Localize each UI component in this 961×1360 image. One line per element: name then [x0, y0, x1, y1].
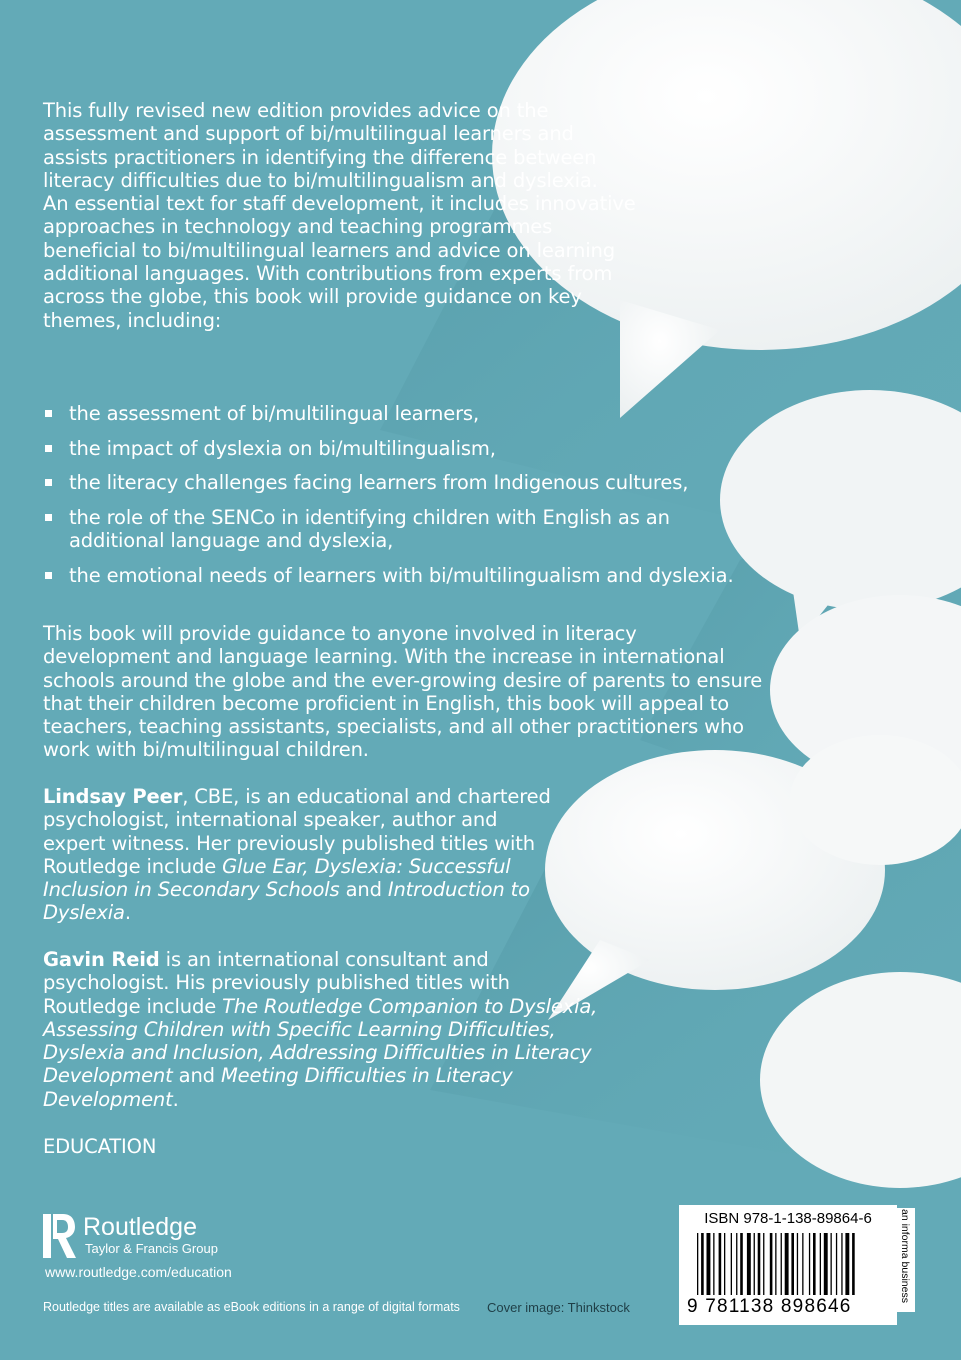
bullet-icon	[45, 410, 52, 417]
barcode-bar	[797, 1233, 798, 1295]
closing-paragraph: This book will provide guidance to anyone involved in literacy development and language learning. With the increase in international schools around the globe and the ever-growing desire of parents to ensure that their children become proficient in English, this book will appeal to teachers, teaching assistants, specialists, and all other practitioners who work with bi/multilingual children.	[43, 622, 763, 762]
book-title: Meeting Difficulties in Literacy Development	[43, 1064, 513, 1111]
intro-text	[43, 99, 643, 332]
barcode-bar	[758, 1233, 761, 1295]
barcode-bar	[736, 1233, 737, 1295]
barcode-bar	[724, 1233, 725, 1295]
barcode-bar	[754, 1233, 755, 1295]
publisher-name: Routledge	[83, 1213, 197, 1241]
barcode-bar	[713, 1233, 714, 1295]
bullet-icon	[45, 514, 52, 521]
barcode-bar	[719, 1233, 722, 1295]
author-name: Lindsay Peer	[43, 785, 183, 808]
informa-tag	[897, 1208, 915, 1312]
list-item: the assessment of bi/multilingual learners,	[43, 402, 763, 425]
author-bio-peer: Lindsay Peer, CBE, is an educational and chartered psychologist, international speaker, author and expert witness. Her previously published titles with Routledge include Glue Ear, Dyslexia: Successful Inclusion in Secondary Schools and Introduction to Dyslexia.	[43, 785, 551, 925]
list-item: the literacy challenges facing learners from Indigenous cultures,	[43, 471, 763, 494]
barcode-bar	[802, 1233, 803, 1295]
barcode-bar	[731, 1233, 732, 1295]
intro-paragraph-2: An essential text for staff development, it includes innovative approaches in technology and teaching programmes beneficial to bi/multilingual learners and advice on learning additional languages. With contributions from experts from across the globe, this book will provide guidance on key themes, including:	[43, 192, 636, 332]
isbn-barcode-box	[679, 1205, 897, 1325]
intro-paragraph-1: This fully revised new edition provides advice on the assessment and support of bi/multilingual learners and assists practitioners in identifying the difference between literacy difficulties due to bi/multilingualism and dyslexia.	[43, 99, 598, 192]
isbn-number: ISBN 978-1-138-89864-6	[704, 1210, 872, 1227]
barcode-digits: 9 781138 898646	[687, 1296, 852, 1317]
barcode-bar	[763, 1233, 764, 1295]
barcode-bar	[836, 1233, 837, 1295]
barcode-bar	[791, 1233, 794, 1295]
barcode-bar	[701, 1233, 704, 1295]
barcode-bar	[841, 1233, 842, 1295]
author-name: Gavin Reid	[43, 948, 160, 971]
barcode	[697, 1233, 881, 1295]
cover-credit: Cover image: Thinkstock	[487, 1300, 630, 1315]
ebook-note: Routledge titles are available as eBook editions in a range of digital formats	[43, 1300, 460, 1314]
bullet-icon	[45, 479, 52, 486]
routledge-logo	[43, 1212, 243, 1260]
barcode-bar	[824, 1233, 828, 1295]
barcode-bar	[781, 1233, 782, 1295]
barcode-bar	[845, 1233, 849, 1295]
barcode-bar	[785, 1233, 789, 1295]
list-item: the impact of dyslexia on bi/multilingualism,	[43, 437, 763, 460]
list-item: the role of the SENCo in identifying children with English as an additional language and dyslexia,	[43, 506, 763, 553]
barcode-bar	[809, 1233, 810, 1295]
barcode-bar	[697, 1233, 698, 1295]
book-titles: The Routledge Companion to Dyslexia, Assessing Children with Specific Learning Difficulties, Dyslexia and Inclusion, Addressing Difficulties in Literacy Development	[43, 994, 598, 1088]
author-bio-reid: Gavin Reid is an international consultant and psychologist. His previously published titles with Routledge include The Routledge Companion to Dyslexia, Assessing Children with Specific Learning Difficulties, Dyslexia and Inclusion, Addressing Difficulties in Literacy Development and Meeting Difficulties in Literacy Development.	[43, 948, 598, 1111]
barcode-bar	[852, 1233, 855, 1295]
informa-text: an informa business	[899, 1209, 911, 1303]
bullet-icon	[45, 445, 52, 452]
publisher-group: Taylor & Francis Group	[85, 1241, 218, 1256]
routledge-r-icon	[43, 1212, 77, 1260]
barcode-bar	[813, 1233, 816, 1295]
barcode-bar	[775, 1233, 776, 1295]
list-item: the emotional needs of learners with bi/multilingualism and dyslexia.	[43, 564, 763, 587]
book-title: Introduction to Dyslexia	[43, 878, 530, 925]
barcode-bar	[740, 1233, 743, 1295]
book-titles: Glue Ear, Dyslexia: Successful Inclusion in Secondary Schools	[43, 854, 511, 902]
bullet-icon	[45, 572, 52, 579]
publisher-url[interactable]: www.routledge.com/education	[45, 1264, 232, 1280]
subject-category: EDUCATION	[43, 1135, 157, 1158]
barcode-bar	[831, 1233, 832, 1295]
barcode-bar	[707, 1233, 711, 1295]
barcode-bar	[770, 1233, 773, 1295]
barcode-bar	[820, 1233, 821, 1295]
key-themes-list	[43, 402, 763, 599]
barcode-bar	[747, 1233, 751, 1295]
